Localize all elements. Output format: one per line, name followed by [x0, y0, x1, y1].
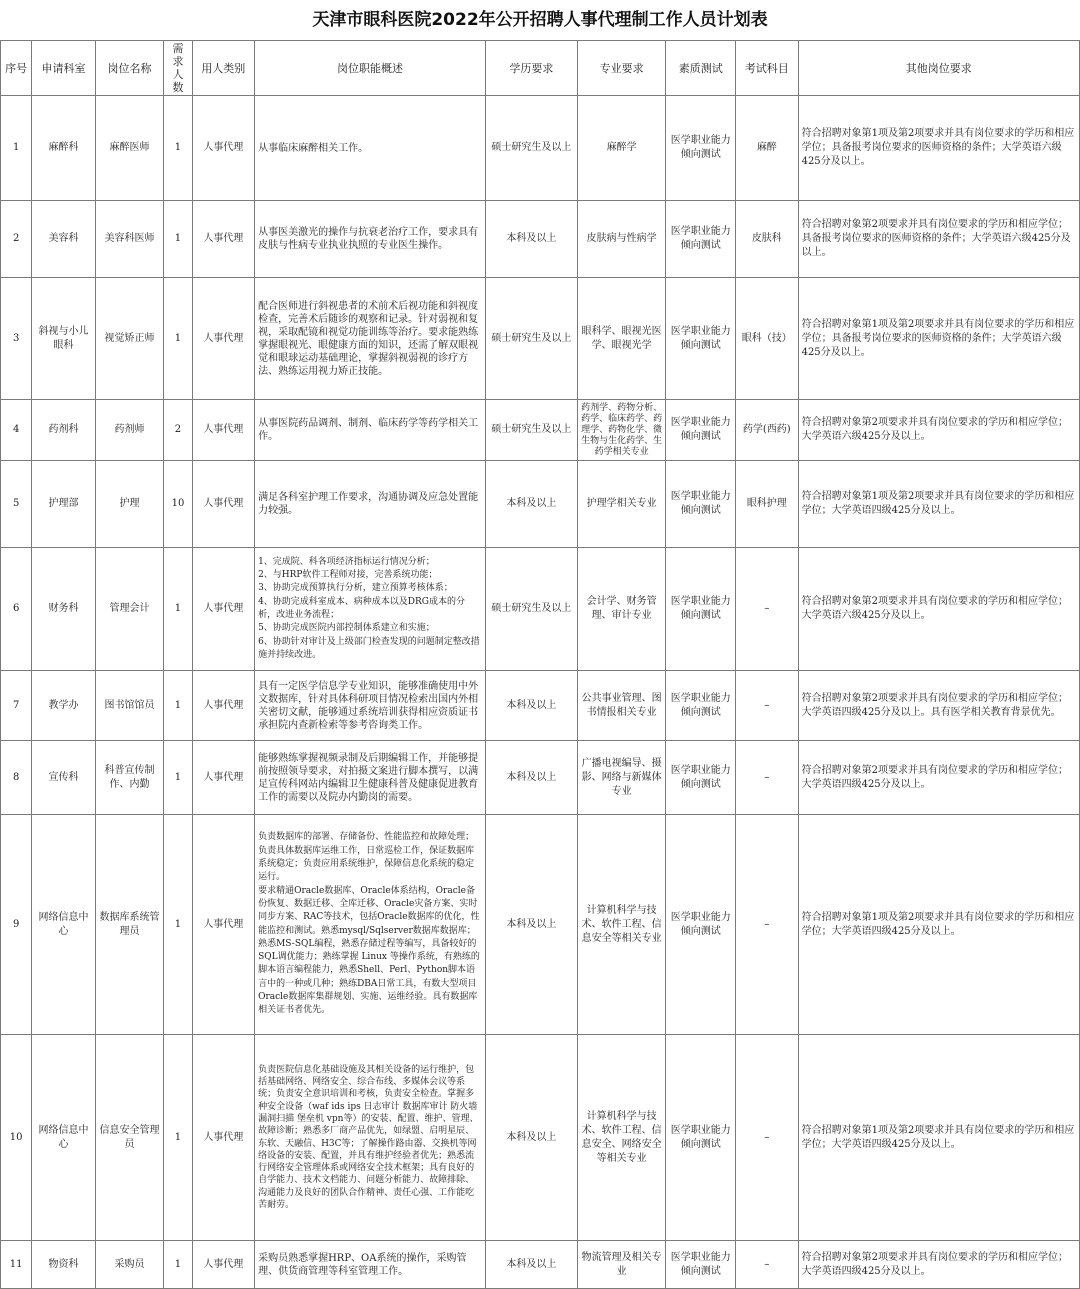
cell-dept: 护理部 — [32, 461, 96, 548]
duty-line: 2、与HRP软件工程师对接，完善系统功能； — [258, 570, 438, 581]
cell-duty — [255, 201, 486, 278]
cell-test: 医学职业能力倾向测试 — [666, 741, 736, 815]
cell-edu: 硕士研究生及以上 — [486, 278, 578, 400]
cell-edu: 本科及以上 — [486, 815, 578, 1035]
cell-count: 1 — [164, 548, 192, 671]
table-row — [1, 671, 1080, 741]
cell-position: 信息安全管理员 — [95, 1035, 164, 1241]
cell-test: 医学职业能力倾向测试 — [666, 548, 736, 671]
duty-line: 采购员熟悉掌握HRP、OA系统的操作，采购管理、供货商管理等科室管理工作。 — [258, 1252, 467, 1277]
cell-position: 美容科医师 — [95, 201, 164, 278]
cell-exam: – — [736, 671, 799, 741]
recruitment-table — [0, 40, 1080, 1289]
cell-other: 符合招聘对象第1项及第2项要求并具有岗位要求的学历和相应学位；大学英语四级425分及以上。 — [798, 461, 1079, 548]
cell-edu: 本科及以上 — [486, 461, 578, 548]
cell-duty — [255, 461, 486, 548]
cell-exam: 麻醉 — [736, 96, 799, 201]
cell-exam: – — [736, 1241, 799, 1289]
cell-other: 符合招聘对象第1项及第2项要求并具有岗位要求的学历和相应学位；大学英语四级425分及以上。 — [798, 1035, 1079, 1241]
cell-position: 科普宣传制作、内勤 — [95, 741, 164, 815]
duty-line: 6、协助针对审计及上级部门检查发现的问题制定整改措施并持续改进。 — [258, 636, 480, 660]
cell-count: 1 — [164, 96, 192, 201]
cell-other: 符合招聘对象第2项要求并具有岗位要求的学历和相应学位；大学英语六级425分及以上。 — [798, 400, 1079, 461]
cell-edu: 本科及以上 — [486, 741, 578, 815]
cell-type: 人事代理 — [192, 400, 255, 461]
cell-dept: 教学办 — [32, 671, 96, 741]
cell-dept: 网络信息中心 — [32, 815, 96, 1035]
cell-other: 符合招聘对象第2项要求并具有岗位要求的学历和相应学位；大学英语四级425分及以上。 — [798, 741, 1079, 815]
cell-test: 医学职业能力倾向测试 — [666, 400, 736, 461]
table-row — [1, 548, 1080, 671]
cell-position: 采购员 — [95, 1241, 164, 1289]
cell-exam: 药学(西药) — [736, 400, 799, 461]
duty-line: 要求精通Oracle数据库、Oracle体系结构，Oracle备份恢复、数据迁移、全库迁移、Oracle灾备方案、实时同步方案、RAC等技术，包括Oracle数据库的优化，性能监控和测试。熟悉mysql/Sqlserver数据库数据库；熟悉MS-SQL编程，熟悉存储过程等编写，具备较好的SQL调优能力；熟练掌握 Linux 等操作系统，有熟练的脚本语言编程能力，熟悉Shell、Perl、Python脚本语言中的一种或几种；熟练DBA日常工具，有数大型项目Oracle数据库集群规划、实施、运维经验。具有数据库相关证书者优先。 — [258, 885, 480, 1016]
cell-position: 管理会计 — [95, 548, 164, 671]
cell-position: 数据库系统管理员 — [95, 815, 164, 1035]
cell-test: 医学职业能力倾向测试 — [666, 278, 736, 400]
cell-seq: 1 — [1, 96, 32, 201]
cell-count: 1 — [164, 671, 192, 741]
cell-exam: – — [736, 815, 799, 1035]
page-title: 天津市眼科医院2022年公开招聘人事代理制工作人员计划表 — [312, 10, 768, 30]
header-dept: 申请科室 — [32, 41, 96, 96]
duty-line: 负责医院信息化基础设施及其相关设备的运行维护，包括基础网络、网络安全、综合布线、多媒体会议等系统；负责安全意识培训和考核，负责安全检查。掌握多种安全设备（waf ids ips 日志审计 数据库审计 防火墙 漏洞扫描 堡垒机 vpn等）的安装、配置、维护、管理、故障诊断；熟悉多厂商产品优先，如绿盟、启明星辰、东软、天融信、H3C等；了解操作路由器、交换机等网络设备的安装、配置，并具有维护经验者优先；熟悉流行网络安全管理体系或网络安全技术框架；具有良好的自学能力、技术文档能力、问题分析能力、故障排除、沟通能力及良好的团队合作精神、责任心强、工作能吃苦耐劳。 — [258, 1064, 479, 1210]
cell-other: 符合招聘对象第1项及第2项要求并具有岗位要求的学历和相应学位；具备报考岗位要求的医师资格的条件；大学英语六级425分及以上。 — [798, 96, 1079, 201]
cell-major: 护理学相关专业 — [577, 461, 666, 548]
cell-seq: 4 — [1, 400, 32, 461]
cell-major: 会计学、财务管理、审计专业 — [577, 548, 666, 671]
header-edu: 学历要求 — [486, 41, 578, 96]
cell-duty — [255, 671, 486, 741]
cell-other: 符合招聘对象第2项要求并具有岗位要求的学历和相应学位；具备报考岗位要求的医师资格的条件；大学英语六级425分及以上。 — [798, 201, 1079, 278]
cell-major: 麻醉学 — [577, 96, 666, 201]
cell-seq: 10 — [1, 1035, 32, 1241]
cell-test: 医学职业能力倾向测试 — [666, 461, 736, 548]
header-duty: 岗位职能概述 — [255, 41, 486, 96]
cell-duty — [255, 400, 486, 461]
duty-line: 3、协助完成预算执行分析，建立预算考核体系； — [258, 583, 453, 594]
cell-duty — [255, 741, 486, 815]
cell-major: 计算机科学与技术、软件工程、信息安全、网络安全等相关专业 — [577, 1035, 666, 1241]
cell-count: 1 — [164, 201, 192, 278]
cell-type: 人事代理 — [192, 278, 255, 400]
duty-line: 能够熟练掌握视频录制及后期编辑工作，并能够提前按照领导要求，对拍摄文案进行脚本撰写，以满足宣传科网站内编辑卫生健康科普及健康促进教育工作的需要以及院办内勤岗的需要。 — [258, 752, 479, 803]
cell-dept: 财务科 — [32, 548, 96, 671]
cell-type: 人事代理 — [192, 201, 255, 278]
cell-count: 10 — [164, 461, 192, 548]
cell-seq: 11 — [1, 1241, 32, 1289]
cell-other: 符合招聘对象第2项要求并具有岗位要求的学历和相应学位；大学英语六级425分及以上。 — [798, 548, 1079, 671]
cell-duty — [255, 548, 486, 671]
header-seq: 序号 — [1, 41, 32, 96]
cell-edu: 本科及以上 — [486, 201, 578, 278]
cell-edu: 本科及以上 — [486, 671, 578, 741]
cell-seq: 3 — [1, 278, 32, 400]
cell-dept: 宣传科 — [32, 741, 96, 815]
header-type: 用人类别 — [192, 41, 255, 96]
cell-exam: 眼科护理 — [736, 461, 799, 548]
cell-exam: 眼科（技） — [736, 278, 799, 400]
duty-line: 5、协助完成医院内部控制体系建立和实施； — [258, 623, 435, 634]
cell-position: 药剂师 — [95, 400, 164, 461]
cell-type: 人事代理 — [192, 96, 255, 201]
cell-duty — [255, 815, 486, 1035]
cell-test: 医学职业能力倾向测试 — [666, 1035, 736, 1241]
table-row — [1, 201, 1080, 278]
duty-line: 1、完成院、科各项经济指标运行情况分析； — [258, 556, 435, 567]
cell-count: 1 — [164, 278, 192, 400]
cell-count: 1 — [164, 1241, 192, 1289]
cell-edu: 硕士研究生及以上 — [486, 96, 578, 201]
cell-duty — [255, 1241, 486, 1289]
table-row — [1, 741, 1080, 815]
cell-duty — [255, 96, 486, 201]
table-row — [1, 96, 1080, 201]
cell-type: 人事代理 — [192, 1241, 255, 1289]
cell-seq: 6 — [1, 548, 32, 671]
cell-major: 皮肤病与性病学 — [577, 201, 666, 278]
cell-major: 广播电视编导、摄影、网络与新媒体专业 — [577, 741, 666, 815]
cell-exam: 皮肤科 — [736, 201, 799, 278]
table-row — [1, 278, 1080, 400]
cell-position: 图书馆馆员 — [95, 671, 164, 741]
cell-type: 人事代理 — [192, 671, 255, 741]
table-row — [1, 815, 1080, 1035]
cell-position: 麻醉医师 — [95, 96, 164, 201]
duty-line: 4、协助完成科室成本、病种成本以及DRG成本的分析，改进业务流程； — [258, 596, 465, 620]
cell-exam: – — [736, 548, 799, 671]
cell-duty — [255, 1035, 486, 1241]
cell-count: 1 — [164, 741, 192, 815]
cell-other: 符合招聘对象第2项要求并具有岗位要求的学历和相应学位；大学英语四级425分及以上。具有医学相关教育背景优先。 — [798, 671, 1079, 741]
cell-edu: 硕士研究生及以上 — [486, 400, 578, 461]
cell-count: 1 — [164, 815, 192, 1035]
cell-other: 符合招聘对象第1项及第2项要求并具有岗位要求的学历和相应学位；具备报考岗位要求的医师资格的条件；大学英语六级425分及以上。 — [798, 278, 1079, 400]
table-row — [1, 1035, 1080, 1241]
cell-test: 医学职业能力倾向测试 — [666, 96, 736, 201]
cell-edu: 本科及以上 — [486, 1241, 578, 1289]
cell-edu: 硕士研究生及以上 — [486, 548, 578, 671]
cell-type: 人事代理 — [192, 548, 255, 671]
cell-exam: – — [736, 741, 799, 815]
duty-line: 配合医师进行斜视患者的术前术后视功能和斜视度检查，完善术后随诊的观察和记录。针对弱视和复视，采取配镜和视觉功能训练等治疗。要求能熟练掌握眼视光、眼健康方面的知识，还需了解双眼视觉和眼球运动基础理论，掌握斜视弱视的诊疗方法、熟练运用视力矫正技能。 — [258, 300, 479, 377]
duty-line: 从事医美激光的操作与抗衰老治疗工作，要求具有皮肤与性病专业执业执照的专业医生操作。 — [258, 227, 479, 251]
cell-other: 符合招聘对象第1项及第2项要求并具有岗位要求的学历和相应学位；大学英语四级425分及以上。 — [798, 815, 1079, 1035]
cell-seq: 2 — [1, 201, 32, 278]
cell-test: 医学职业能力倾向测试 — [666, 201, 736, 278]
cell-position: 视觉矫正师 — [95, 278, 164, 400]
header-major: 专业要求 — [577, 41, 666, 96]
cell-type: 人事代理 — [192, 741, 255, 815]
cell-type: 人事代理 — [192, 815, 255, 1035]
cell-other: 符合招聘对象第2项要求并具有岗位要求的学历和相应学位；大学英语四级425分及以上。 — [798, 1241, 1079, 1289]
cell-seq: 5 — [1, 461, 32, 548]
duty-line: 满足各科室护理工作要求，沟通协调及应急处置能力较强。 — [258, 492, 479, 516]
cell-count: 1 — [164, 1035, 192, 1241]
header-position: 岗位名称 — [95, 41, 164, 96]
cell-dept: 美容科 — [32, 201, 96, 278]
cell-type: 人事代理 — [192, 1035, 255, 1241]
cell-type: 人事代理 — [192, 461, 255, 548]
cell-test: 医学职业能力倾向测试 — [666, 1241, 736, 1289]
cell-dept: 网络信息中心 — [32, 1035, 96, 1241]
header-exam: 考试科目 — [736, 41, 799, 96]
table-row — [1, 400, 1080, 461]
cell-dept: 麻醉科 — [32, 96, 96, 201]
cell-seq: 9 — [1, 815, 32, 1035]
cell-test: 医学职业能力倾向测试 — [666, 671, 736, 741]
cell-major: 眼科学、眼视光医学、眼视光学 — [577, 278, 666, 400]
cell-exam: – — [736, 1035, 799, 1241]
cell-count: 2 — [164, 400, 192, 461]
table-row — [1, 1241, 1080, 1289]
cell-major: 物流管理及相关专业 — [577, 1241, 666, 1289]
header-row — [1, 41, 1080, 96]
cell-dept: 物资科 — [32, 1241, 96, 1289]
duty-line: 从事医院药品调剂、制剂、临床药学等药学相关工作。 — [258, 418, 479, 442]
cell-dept: 药剂科 — [32, 400, 96, 461]
cell-major: 药剂学、药物分析、药学、临床药学、药理学、药物化学、微生物与生化药学、生药学相关专业 — [577, 400, 666, 461]
duty-line: 具有一定医学信息学专业知识，能够准确使用中外文数据库，针对具体科研项目情况检索出国内外相关密切文献，能够通过系统培训获得相应资质证书承担院内查新检索等参考咨询类工作。 — [258, 680, 479, 731]
cell-test: 医学职业能力倾向测试 — [666, 815, 736, 1035]
cell-seq: 8 — [1, 741, 32, 815]
cell-dept: 斜视与小儿眼科 — [32, 278, 96, 400]
cell-edu: 本科及以上 — [486, 1035, 578, 1241]
header-count: 需求人数 — [164, 41, 192, 96]
table-row — [1, 461, 1080, 548]
cell-major: 计算机科学与技术、软件工程、信息安全等相关专业 — [577, 815, 666, 1035]
header-other: 其他岗位要求 — [798, 41, 1079, 96]
cell-duty — [255, 278, 486, 400]
cell-major: 公共事业管理、图书情报相关专业 — [577, 671, 666, 741]
cell-seq: 7 — [1, 671, 32, 741]
duty-line: 负责数据库的部署、存储备份、性能监控和故障处理；负责具体数据库运维工作，日常巡检工作，保证数据库系统稳定；负责应用系统维护，保障信息化系统的稳定运行。 — [258, 832, 475, 883]
header-test: 素质测试 — [666, 41, 736, 96]
duty-line: 从事临床麻醉相关工作。 — [258, 142, 369, 154]
cell-position: 护理 — [95, 461, 164, 548]
